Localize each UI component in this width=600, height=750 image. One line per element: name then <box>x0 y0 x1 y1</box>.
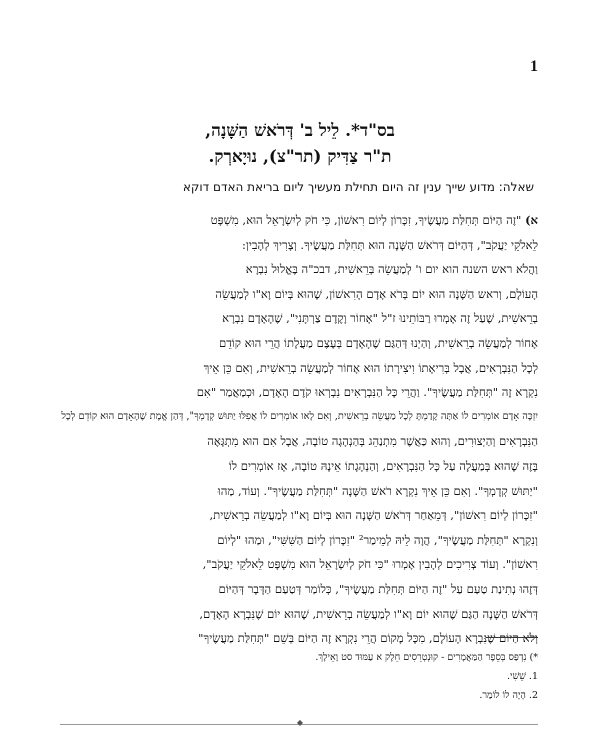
body-line: "יַתּוּשׁ קְדָמְךָ". וְאִם כֵּן אֵיךְ נִקְרָא רֹאשׁ הַשָּׁנָה "תְּחִלַּת מַעֲשֶׂיךָ". וְעוֹד, מַהוּ <box>217 483 538 498</box>
body-line: וַהֲלֹא ראש השנה הוא יום ו' לְמַעֲשֵׂה בְּרֵאשִׁית, דבכ"ה בֶּאֱלוּל נִבְרָא <box>245 262 538 277</box>
footnote-item: *) נִדְפַּס בְּסֵפֶר הַמַּאֲמָרִים - קוּנְטְרֵסִים חֵלֶק א עַמּוּד סט וָאֵילָךְ. <box>315 652 538 663</box>
body-line: "זִכָּרוֹן לְיוֹם רִאשׁוֹן", דְּמֵאַחַר דְּרֹאשׁ הַשָּׁנָה הוּא בְּיוֹם וָא"ו לְמַעֲשֵׂה בְרֵאשִׁית, <box>209 508 538 523</box>
question-line: שאלה: מדוע שייך ענין זה היום תחילת מעשיך ליום בריאת האדם דוקא <box>182 180 534 194</box>
body-line: דְּרֹאשׁ הַשָּׁנָה הַגַּם שֶׁהוּא יוֹם וָא"ו לְמַעֲשֵׂה בְרֵאשִׁית, שֶׁהוּא יוֹם שֶׁנִּבְרָא הָאָדָם, <box>199 606 538 621</box>
section-marker: א) <box>525 213 538 227</box>
body-line: לְכָל הַנִּבְרָאִים, אֲבָל בְּרִיאָתוֹ וִיצִירָתוֹ הוּא אָחוֹר לְמַעֲשֵׂה בְרֵאשִׁית, וְאִם כֵּן אֵיךְ <box>203 360 538 375</box>
body-line: רִאשׁוֹן". וְעוֹד צְרִיכִים לְהָבִין אָמְרוּ "כִּי חֹק לְיִשְׂרָאֵל הוּא מִשְׁפָּט לֵאלֹקֵי יַעֲקֹב", <box>202 557 538 572</box>
body-line-text: "זֶה הַיּוֹם תְּחִלַּת מַעֲשֶׂיךָ, זִכָּרוֹן לְיוֹם רִאשׁוֹן, כִּי חֹק לְיִשְׂרָאֵל הוּא, מִשְׁפָּט <box>210 213 522 227</box>
body-line: וְלֹא הַיּוֹם שֶׁנִּבְרָא הָעוֹלָם, מִכָּל מָקוֹם הֲרֵי נִקְרָא זֶה הַיּוֹם בְּשֵׁם "תְּחִלַּת מַעֲשֶׂיךָ" <box>198 631 538 646</box>
body-line: דְּזֶהוּ נְתִינַת טַעַם עַל "זֶה הַיּוֹם תְּחִלַּת מַעֲשֶׂיךָ", כְּלוֹמַר דְּטַעַם הַדָּבָר דְּהַיּוֹם <box>218 581 538 596</box>
diamond-ornament-icon: ◆ <box>296 718 304 727</box>
body-line: בָּזֶה שֶׁהוּא בְּמַעֲלָה עַל כָּל הַנִּבְרָאִים, וְהַנְהָגָתוֹ אֵינָהּ טוֹבָה, אָז אוֹמְרִים לוֹ <box>228 458 538 473</box>
heading-line-1: בס"ד*. לֵיל ב' דְּרֹאשׁ הַשָּׁנָה, <box>205 121 395 141</box>
body-text <box>58 208 538 651</box>
footnote-item: 1. שֵׁשִׁי. <box>506 671 538 682</box>
body-line: אָחוֹר לְמַעֲשֵׂה בְרֵאשִׁית, וְהַיְנוּ דְּהַגַּם שֶׁהָאָדָם בְּעֶצֶם מַעֲלָתוֹ הֲרֵי הוּא קוֹדֵם <box>218 335 538 350</box>
body-line: הַנִּבְרָאִים וְהַיְצוּרִים, וְהוּא כַּאֲשֶׁר מִתְנַהֵג בְּהַנְהָגָה טוֹבָה, אֲבָל אִם הוּא מִתְגָּאֶה <box>207 434 538 449</box>
body-line: לֵאלֹקֵי יַעֲקֹב", דְּהַיּוֹם דְּרֹאשׁ הַשָּׁנָה הוּא תְּחִלַּת מַעֲשֶׂיךָ. וְצָרִיךְ לְהָבִין: <box>242 237 538 252</box>
page-number: 1 <box>530 58 538 75</box>
body-line: הָעוֹלָם, וְראש הַשָּׁנָה הוּא יוֹם בְּרֹא אָדָם הָרִאשׁוֹן, שֶׁהוּא בְּיוֹם וָא"ו לְמַעֲשֵׂה <box>215 286 538 301</box>
body-line: נִקְרָא זֶה "תְּחִלַּת מַעֲשֶׂיךָ". וַהֲרֵי כָּל הַנִּבְרָאִים נִבְרְאוּ קֹדֶם הָאָדָם, וּכְמַאֲמַר "אִם <box>196 385 538 400</box>
footnote-separator <box>486 637 538 638</box>
discourse-heading <box>60 118 540 170</box>
body-line <box>58 208 538 233</box>
body-line: יִזְכֶּה אָדָם אוֹמְרִים לוֹ אַתָּה קָדַמְתָּ לְכָל מַעֲשֵׂה בְרֵאשִׁית, וְאִם לָאו אוֹמְרִים לוֹ אֲפִלּוּ יַתּוּשׁ קְדָמְךָ", דְּהַן אֱמֶת שֶׁהָאָדָם הוּא קוֹדֵם לְכָל <box>61 410 538 422</box>
body-line: וְנִקְרָא "תְּחִלַּת מַעֲשֶׂיךָ", הֲוָה לֵיהּ לְמֵימַר² "זִכָּרוֹן לְיוֹם הַשִּׁשִּׁי", וּמַהוּ "לְיוֹם <box>217 532 538 547</box>
body-line: בְרֵאשִׁית, שֶׁעַל זֶה אָמְרוּ רַבּוֹתֵינוּ ז"ל "אָחוֹר וָקֶדֶם צַרְתָּנִי", שֶׁהָאָדָם נִבְרָא <box>222 311 538 326</box>
footnotes <box>60 648 538 705</box>
footnote-item: 2. הָיָה לוֹ לוֹמַר. <box>479 690 538 701</box>
heading-line-2: ת"ר צַדִּיק (תר"צ), נוּיָארְק. <box>208 147 392 167</box>
